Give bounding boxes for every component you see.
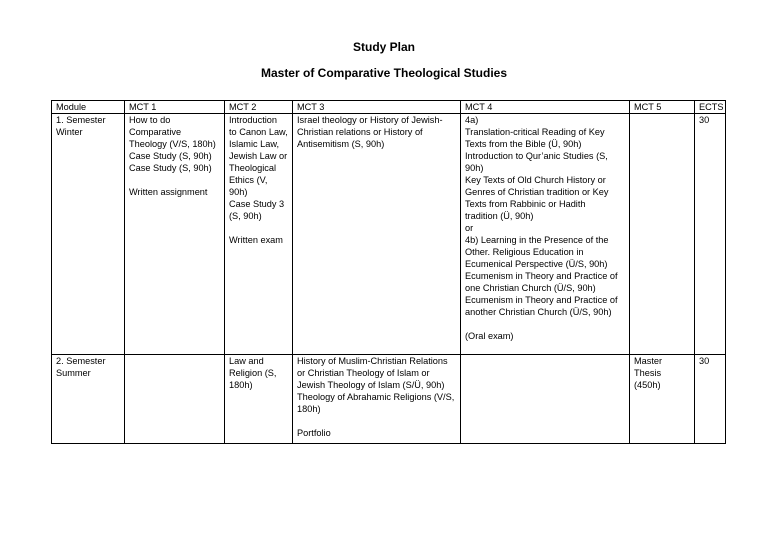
- document-title: Study Plan: [352, 40, 415, 54]
- document-subtitle: Master of Comparative Theological Studies: [260, 66, 508, 80]
- table-row: [52, 114, 726, 355]
- ects-cell: 30: [695, 114, 726, 355]
- header-cell: MCT 3: [293, 101, 461, 114]
- study-plan-table: [51, 100, 726, 444]
- table-header-row: [52, 101, 726, 114]
- mct2-cell: Introduction to Canon Law, Islamic Law, Jewish Law or Theological Ethics (V, 90h) Case Study 3 (S, 90h) Written exam: [225, 114, 293, 355]
- header-cell: MCT 5: [630, 101, 695, 114]
- mct1-cell: How to do Comparative Theology (V/S, 180h) Case Study (S, 90h) Case Study (S, 90h) Written assignment: [125, 114, 225, 355]
- header-cell: MCT 2: [225, 101, 293, 114]
- mct5-cell: [630, 114, 695, 355]
- ects-cell: 30: [695, 355, 726, 444]
- header-cell: MCT 1: [125, 101, 225, 114]
- mct3-cell: Israel theology or History of Jewish- Christian relations or History of Antisemitism (S, 90h): [293, 114, 461, 355]
- module-cell: 1. Semester Winter: [52, 114, 125, 355]
- mct3-cell: History of Muslim-Christian Relations or Christian Theology of Islam or Jewish Theology of Islam (S/Ü, 90h) Theology of Abrahamic Religions (V/S, 180h) Portfolio: [293, 355, 461, 444]
- mct4-cell: 4a) Translation-critical Reading of Key Texts from the Bible (Ü, 90h) Introduction to Qur’anic Studies (S, 90h) Key Texts of Old Church History or Genres of Christian tradition or Key Texts from Rabbinic or Hadith tradition (Ü, 90h) or 4b) Learning in the Presence of the Other. Religious Education in Ecumenical Perspective (Ü/S, 90h) Ecumenism in Theory and Practice of one Christian Church (Ü/S, 90h) Ecumenism in Theory and Practice of another Christian Church (Ü/S, 90h) (Oral exam): [461, 114, 630, 355]
- table-row: [52, 355, 726, 444]
- mct1-cell: [125, 355, 225, 444]
- header-cell: ECTS: [695, 101, 726, 114]
- mct4-cell: [461, 355, 630, 444]
- header-cell: MCT 4: [461, 101, 630, 114]
- mct2-cell: Law and Religion (S, 180h): [225, 355, 293, 444]
- module-cell: 2. Semester Summer: [52, 355, 125, 444]
- header-cell: Module: [52, 101, 125, 114]
- mct5-cell: Master Thesis (450h): [630, 355, 695, 444]
